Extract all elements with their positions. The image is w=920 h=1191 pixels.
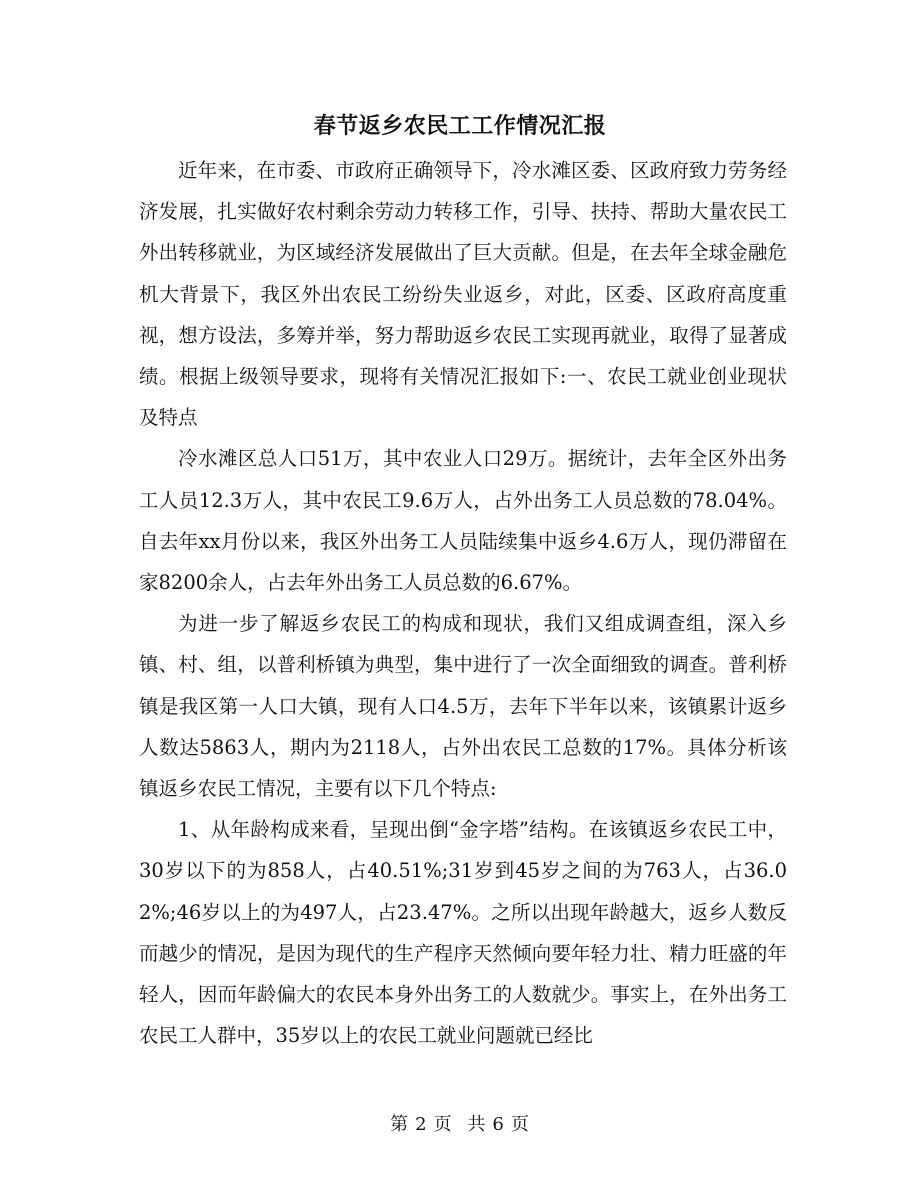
document-body (139, 150, 787, 1056)
paragraph-age-structure: 1、从年龄构成来看，呈现出倒“金字塔”结构。在该镇返乡农民工中，30岁以下的为858人，占40.51%;31岁到45岁之间的为763人，占36.02%;46岁以上的为497人，占23.47%。之所以出现年龄越大，返乡人数反而越少的情况，是因为现代的生产程序天然倾向要年轻力壮、精力旺盛的年轻人，因而年龄偏大的农民本身外出务工的人数就少。事实上，在外出务工农民工人群中，35岁以上的农民工就业问题就已经比 (139, 818, 787, 1048)
footer-total-pages: 6 (492, 1114, 505, 1135)
footer-total-suffix: 页 (510, 1114, 530, 1135)
paragraph-intro: 近年来，在市委、市政府正确领导下，冷水滩区委、区政府致力劳务经济发展，扎实做好农村剩余劳动力转移工作，引导、扶持、帮助大量农民工外出转移就业，为区域经济发展做出了巨大贡献。但是，在去年全球金融危机大背景下，我区外出农民工纷纷失业返乡，对此，区委、区政府高度重视，想方设法，多筹并举，努力帮助返乡农民工实现再就业，取得了显著成绩。根据上级领导要求，现将有关情况汇报如下:一、农民工就业创业现状及特点 (139, 159, 787, 430)
page-footer (0, 1110, 920, 1140)
footer-current-page: 2 (415, 1114, 428, 1135)
footer-total-prefix: 共 (467, 1114, 487, 1135)
footer-page-word: 页 (433, 1114, 453, 1135)
paragraph-survey: 为进一步了解返乡农民工的构成和现状，我们又组成调查组，深入乡镇、村、组，以普利桥镇为典型，集中进行了一次全面细致的调查。普利桥镇是我区第一人口大镇，现有人口4.5万，去年下半年以来，该镇累计返乡人数达5863人，期内为2118人，占外出农民工总数的17%。具体分析该镇返乡农民工情况，主要有以下几个特点: (139, 612, 787, 801)
paragraph-population-stats: 冷水滩区总人口51万，其中农业人口29万。据统计，去年全区外出务工人员12.3万人，其中农民工9.6万人，占外出务工人员总数的78.04%。自去年xx月份以来，我区外出务工人员陆续集中返乡4.6万人，现仍滞留在家8200余人，占去年外出务工人员总数的6.67%。 (139, 447, 787, 595)
document-title: 春节返乡农民工工作情况汇报 (313, 113, 607, 139)
footer-prefix: 第 (390, 1114, 410, 1135)
